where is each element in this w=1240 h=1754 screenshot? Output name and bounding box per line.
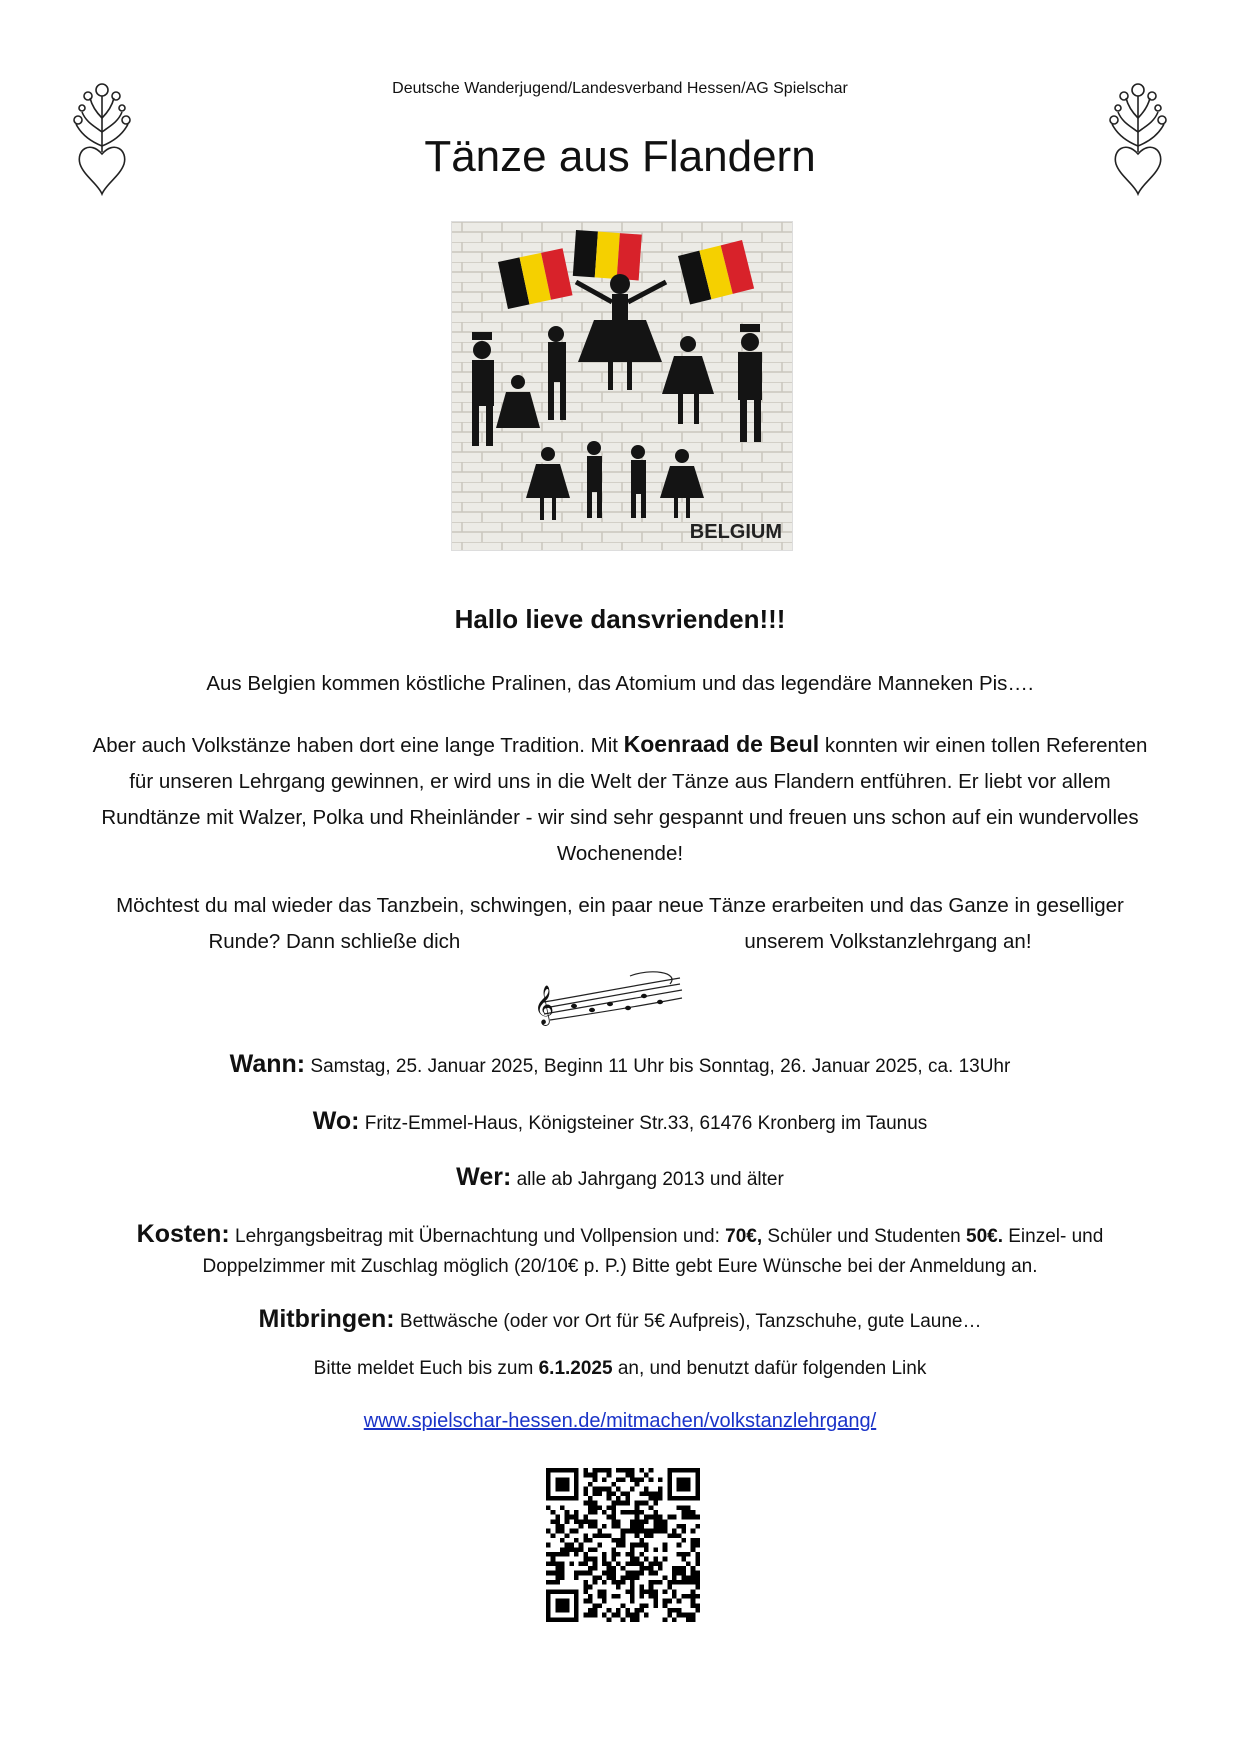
detail-when-label: Wann: xyxy=(229,1050,306,1078)
belgium-dance-poster xyxy=(452,222,792,550)
greeting-heading: Hallo lieve dansvrienden!!! xyxy=(454,604,786,634)
detail-when-value: Samstag, 25. Januar 2025, Beginn 11 Uhr bis Sonntag, 26. Januar 2025, ca. 13Uhr xyxy=(310,1056,1011,1077)
detail-who xyxy=(0,1163,1240,1192)
description-text-after: konnten wir einen tollen Referenten für unseren Lehrgang gewinnen, er wird uns in die Welt der Tänze aus Flandern entführen. Er liebt vor allem Rundtänze mit Walzer, Polka und Rheinländer - wir sind sehr gespannt und freuen uns schon auf ein wundervolles Wochenende! xyxy=(101,734,1148,865)
detail-where xyxy=(0,1107,1240,1136)
registration-deadline: 6.1.2025 xyxy=(538,1358,613,1379)
detail-costs xyxy=(80,1219,1160,1282)
intro-paragraph: Aus Belgien kommen köstliche Pralinen, das Atomium und das legendäre Manneken Pis…. xyxy=(206,672,1034,695)
detail-bring-value: Bettwäsche (oder vor Ort für 5€ Aufpreis), Tanzschuhe, gute Laune… xyxy=(399,1311,982,1332)
registration-note xyxy=(0,1358,1240,1380)
detail-where-value: Fritz-Emmel-Haus, Königsteiner Str.33, 61476 Kronberg im Taunus xyxy=(364,1113,928,1134)
detail-when xyxy=(0,1050,1240,1079)
detail-costs-text1: Lehrgangsbeitrag mit Übernachtung und Vollpension und: xyxy=(235,1226,726,1247)
belgian-flag-center xyxy=(573,230,642,280)
page-title: Tänze aus Flandern xyxy=(424,132,816,181)
detail-costs-price-full: 70€, xyxy=(725,1226,763,1247)
registration-link[interactable]: www.spielschar-hessen.de/mitmachen/volkstanzlehrgang/ xyxy=(363,1410,877,1432)
registration-link-container xyxy=(0,1410,1240,1433)
detail-bring xyxy=(0,1305,1240,1334)
organisation-header: Deutsche Wanderjugend/Landesverband Hessen/AG Spielschar xyxy=(392,80,848,97)
registration-text-before: Bitte meldet Euch bis zum xyxy=(313,1358,539,1379)
detail-where-label: Wo: xyxy=(312,1107,360,1135)
detail-costs-text2: Schüler und Studenten xyxy=(762,1226,966,1247)
detail-costs-text3: Einzel- und Doppelzimmer mit Zuschlag möglich (20/10€ p. P.) Bitte gebt Eure Wünsche bei der Anmeldung an. xyxy=(202,1226,1104,1277)
poster-belgium-label: BELGIUM xyxy=(689,521,782,543)
referent-name: Koenraad de Beul xyxy=(623,731,820,757)
detail-who-label: Wer: xyxy=(456,1163,512,1191)
description-paragraph xyxy=(80,726,1160,872)
detail-costs-price-reduced: 50€. xyxy=(966,1226,1003,1247)
svg-text:𝄞: 𝄞 xyxy=(534,985,555,1025)
detail-costs-label: Kosten: xyxy=(136,1220,230,1248)
invitation-text-after: unserem Volkstanzlehrgang an! xyxy=(744,930,1032,953)
qr-code[interactable] xyxy=(546,1468,700,1622)
detail-who-value: alle ab Jahrgang 2013 und älter xyxy=(516,1169,784,1190)
invitation-text-before: Möchtest du mal wieder das Tanzbein, schwingen, ein paar neue Tänze erarbeiten und das Ganze in geselliger Runde? Dann schließe dich xyxy=(116,894,1124,953)
music-notes-icon xyxy=(530,968,690,1028)
registration-text-after: an, und benutzt dafür folgenden Link xyxy=(612,1358,927,1379)
dancers-illustration xyxy=(452,222,792,550)
description-text-before: Aber auch Volkstänze haben dort eine lange Tradition. Mit xyxy=(92,734,624,757)
detail-bring-label: Mitbringen: xyxy=(258,1305,395,1333)
invitation-paragraph xyxy=(80,888,1160,960)
